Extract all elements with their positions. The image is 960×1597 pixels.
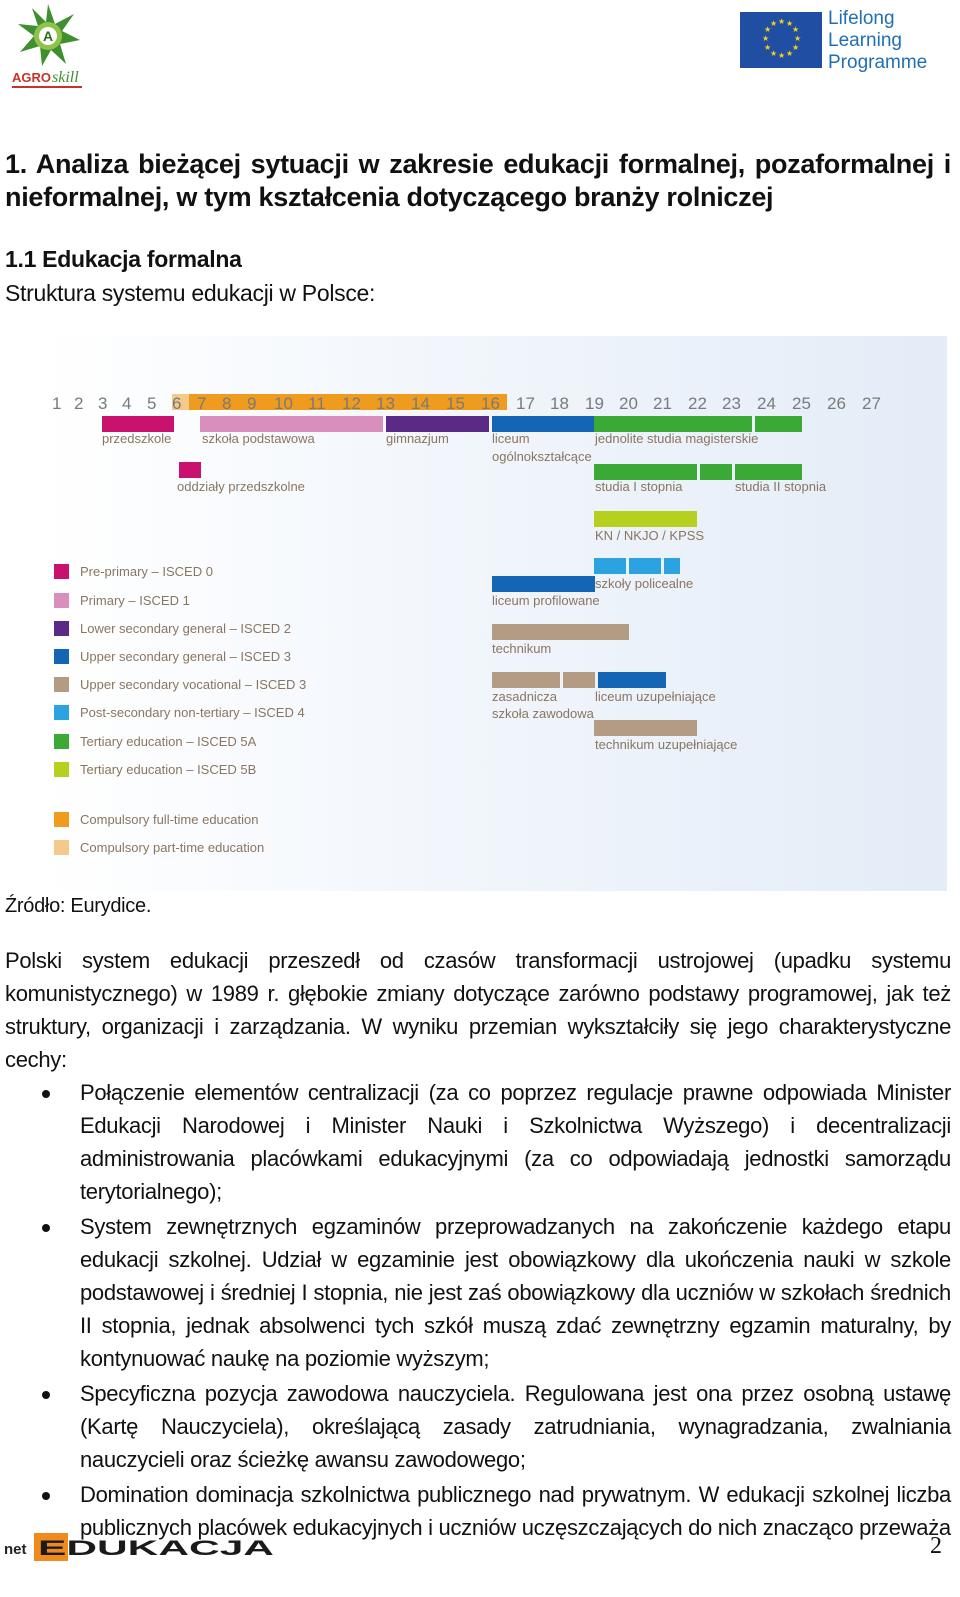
bar-kn [594, 511, 697, 527]
eu-flag-icon [740, 12, 822, 68]
svg-text:★: ★ [778, 17, 786, 26]
legend-label: Compulsory part-time education [80, 840, 265, 855]
age-tick: 12 [342, 394, 361, 413]
section-heading: 1.1 Edukacja formalna [5, 246, 242, 272]
legend-swatch [54, 734, 69, 749]
bullet-icon [42, 1492, 50, 1500]
svg-text:★: ★ [786, 49, 794, 58]
bar-oddzialy [179, 462, 201, 478]
age-tick: 15 [446, 394, 465, 413]
age-tick: 18 [550, 394, 569, 413]
legend-swatch [54, 762, 69, 777]
llp-line-2: Learning [828, 30, 902, 51]
svg-text:★: ★ [786, 19, 794, 28]
age-tick: 7 [197, 394, 207, 413]
legend-swatch [54, 621, 69, 636]
list-item [0, 1210, 951, 1375]
brand-name: EDUKACJA [38, 1537, 274, 1560]
age-tick: 3 [98, 394, 108, 413]
list-item [0, 1076, 951, 1208]
age-tick: 9 [247, 394, 257, 413]
body-paragraph: Polski system edukacji przeszedł od czasów transformacji ustrojowej (upadku systemu komunistycznego) w 1989 r. głębokie zmiany dotyczące zarówno podstawy programowej, jak też struktury, organizacji i zarządzania. W wyniku przemian wykształciły się jego charakterystyczne cechy: [5, 948, 951, 1072]
lifelong-learning-programme-logo [740, 8, 950, 72]
bullet-icon [42, 1224, 50, 1232]
svg-text:A: A [42, 28, 54, 44]
age-tick: 25 [792, 394, 811, 413]
bar-jednolite-1 [594, 416, 752, 432]
age-tick: 5 [147, 394, 157, 413]
figure-source: Źródło: Eurydice. [5, 895, 152, 917]
list-item-text: Połączenie elementów centralizacji (za co poprzez regulacje prawne odpowiada Minister Edukacji Narodowej i Minister Nauki i Szkolnictwa Wyższego) i decentralizacji administrowania placówkami edukacyjnymi (za co odpowiadają jednostki samorządu terytorialnego); [80, 1080, 951, 1204]
llp-text [828, 8, 927, 74]
svg-text:★: ★ [794, 34, 802, 43]
age-tick: 14 [411, 394, 430, 413]
age-tick: 2 [74, 394, 84, 413]
agroskill-logo [8, 2, 90, 94]
bar-studia-2 [735, 464, 802, 480]
legend-swatch [54, 564, 69, 579]
legend-label: Primary – ISCED 1 [80, 593, 190, 608]
label-studia-2: studia II stopnia [735, 479, 827, 494]
age-tick: 23 [722, 394, 741, 413]
legend-label: Tertiary education – ISCED 5B [80, 762, 257, 777]
label-technikum-uzupelniajace: technikum uzupełniające [595, 737, 738, 752]
age-tick: 24 [757, 394, 776, 413]
label-gimnazjum: gimnazjum [386, 431, 449, 446]
label-jednolite: jednolite studia magisterskie [595, 431, 759, 446]
bar-technikum [492, 624, 629, 640]
legend-swatch [54, 593, 69, 608]
legend-label: Pre-primary – ISCED 0 [80, 564, 213, 579]
age-tick: 13 [376, 394, 395, 413]
legend-swatch [54, 812, 69, 827]
age-tick: 26 [827, 394, 846, 413]
svg-text:★: ★ [770, 19, 778, 28]
age-tick: 10 [274, 394, 293, 413]
age-tick: 27 [862, 394, 881, 413]
bar-zasadnicza-1 [492, 672, 560, 688]
svg-text:★: ★ [764, 43, 772, 52]
list-item-text: System zewnętrznych egzaminów przeprowadzanych na zakończenie każdego etapu edukacji szkolnej. Udział w egzaminie jest obowiązkowy dla ukończenia nauki w szkole podstawowej i średniej I stopnia, nie jest zaś obowiązkowy dla uczniów w szkołach średnich II stopnia, jednak absolwenci tych szkół muszą zdać zewnętrzny egzamin maturalny, by kontynuować naukę na poziomie wyższym; [80, 1214, 951, 1371]
agro-logo-text: AGRO [12, 70, 51, 85]
legend-label: Tertiary education – ISCED 5A [80, 734, 257, 749]
page-number: 2 [930, 1533, 942, 1559]
bar-gimnazjum [386, 416, 489, 432]
list-item-text: Specyficzna pozycja zawodowa nauczyciela. Regulowana jest ona przez osobną ustawę (Kartę Nauczyciela), określającą zasady zatrudniania, wynagradzania, zwalniania nauczycieli oraz ścieżkę awansu zawodowego; [80, 1381, 951, 1472]
education-system-diagram [42, 336, 947, 891]
age-tick: 8 [222, 394, 232, 413]
svg-text:★: ★ [770, 49, 778, 58]
svg-text:★: ★ [762, 34, 770, 43]
age-tick: 11 [308, 394, 326, 413]
bar-studia-1b [700, 464, 732, 480]
age-tick: 1 [52, 394, 62, 413]
bar-technikum-uzupelniajace [594, 720, 697, 736]
label-liceum-1: liceum [492, 431, 530, 446]
bar-policealne-2 [629, 558, 661, 574]
bullet-icon [42, 1391, 50, 1399]
bullet-icon [42, 1090, 50, 1098]
label-oddzialy: oddziały przedszkolne [177, 479, 305, 494]
label-technikum: technikum [492, 641, 552, 656]
bar-jednolite-2 [755, 416, 802, 432]
agro-logo-script: skill [52, 69, 79, 86]
list-item-text: Domination dominacja szkolnictwa publicznego nad prywatnym. W edukacji szkolnej liczba publicznych placówek edukacyjnych i uczniów uczęszczających do nich znacząco przeważa [80, 1482, 951, 1540]
label-zasadnicza-2: szkoła zawodowa [492, 706, 594, 721]
llp-line-3: Programme [828, 52, 928, 73]
bar-studia-1a [594, 464, 697, 480]
age-tick: 16 [481, 394, 500, 413]
bar-policealne-1 [594, 558, 626, 574]
subheading: Struktura systemu edukacji w Polsce: [5, 280, 376, 306]
svg-text:★: ★ [764, 25, 772, 34]
bar-zasadnicza-2 [563, 672, 595, 688]
label-przedszkole: przedszkole [102, 431, 172, 446]
main-heading: 1. Analiza bieżącej sytuacji w zakresie edukacji formalnej, pozaformalnej i nieformalnej, w tym kształcenia dotyczącego branży rolniczej [5, 149, 951, 212]
legend-swatch [54, 677, 69, 692]
age-tick: 19 [585, 394, 604, 413]
label-profilowane: liceum profilowane [492, 593, 600, 608]
age-tick: 21 [653, 394, 672, 413]
age-tick: 22 [688, 394, 707, 413]
brand-net: net [4, 1541, 27, 1558]
bar-przedszkole [102, 416, 174, 432]
label-kn: KN / NKJO / KPSS [595, 528, 705, 543]
bar-policealne-3 [664, 558, 680, 574]
age-tick: 17 [516, 394, 535, 413]
legend-label: Upper secondary vocational – ISCED 3 [80, 677, 307, 692]
age-tick: 6 [172, 394, 182, 413]
legend-label: Lower secondary general – ISCED 2 [80, 621, 292, 636]
legend-swatch [54, 705, 69, 720]
bar-liceum-uzupelniajace [598, 672, 666, 688]
label-liceum-uzupelniajace: liceum uzupełniające [595, 689, 716, 704]
svg-text:★: ★ [792, 43, 800, 52]
bar-liceum [492, 416, 595, 432]
llp-line-1: Lifelong [828, 8, 895, 29]
bar-szkola-podstawowa [200, 416, 383, 432]
svg-text:★: ★ [792, 25, 800, 34]
label-szkola-podstawowa: szkoła podstawowa [202, 431, 315, 446]
legend-swatch [54, 649, 69, 664]
label-zasadnicza-1: zasadnicza [492, 689, 558, 704]
feature-list [0, 1076, 951, 1546]
bar-liceum-profilowane [492, 576, 595, 592]
legend-label: Compulsory full-time education [80, 812, 259, 827]
label-studia-1: studia I stopnia [595, 479, 683, 494]
list-item [0, 1377, 951, 1476]
legend-label: Post-secondary non-tertiary – ISCED 4 [80, 705, 305, 720]
netedukacja-logo [4, 1530, 284, 1564]
age-tick: 20 [619, 394, 638, 413]
label-policealne: szkoły policealne [595, 576, 694, 591]
legend-label: Upper secondary general – ISCED 3 [80, 649, 292, 664]
label-liceum-2: ogólnokształcące [492, 449, 592, 464]
legend-swatch [54, 840, 69, 855]
age-tick: 4 [122, 394, 132, 413]
svg-text:★: ★ [778, 51, 786, 60]
